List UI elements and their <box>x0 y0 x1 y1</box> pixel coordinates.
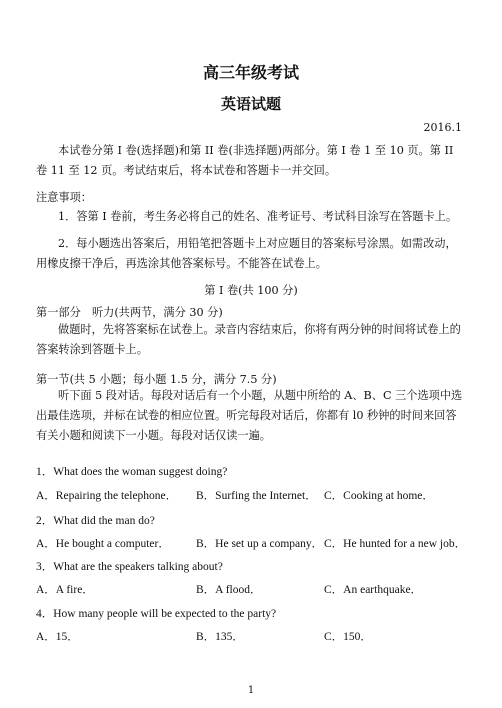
question-4: 4．How many people will be expected to the party? <box>36 608 277 620</box>
question-2-option-a: A．He bought a computer． <box>36 538 170 550</box>
question-3: 3．What are the speakers talking about? <box>36 561 223 573</box>
question-1-option-b: B．Surfing the Internet． <box>196 490 317 502</box>
exam-title: 高三年级考试 <box>202 63 299 82</box>
part1-instructions: 做题时，先将答案标在试卷上。录音内容结束后，你将有两分钟的时间将试卷上的答案转涂到答题卡上。 <box>36 323 461 356</box>
section1-heading: 第一节(共 5 小题；每小题 1.5 分，满分 7.5 分) <box>36 373 277 386</box>
notice-heading: 注意事项： <box>36 191 92 204</box>
page-number: 1 <box>247 685 255 696</box>
question-4-option-c: C．150． <box>324 631 372 643</box>
question-4-option-a: A．15． <box>36 631 79 643</box>
question-2: 2．What did the man do? <box>36 515 155 527</box>
question-2-option-b: B．He set up a company． <box>196 538 324 550</box>
part1-heading: 第一部分 听力(共两节，满分 30 分) <box>36 306 223 319</box>
question-1-option-a: A．Repairing the telephone． <box>36 490 178 502</box>
notice-item-2: 2．每小题选出答案后，用铅笔把答题卡上对应题目的答案标号涂黑。如需改动，用橡皮擦干净后，再选涂其他答案标号。不能答在试卷上。 <box>36 237 457 270</box>
question-3-option-c: C．An earthquake． <box>324 584 423 596</box>
question-2-option-c: C．He hunted for a new job． <box>324 538 467 550</box>
subject-title: 英语试题 <box>220 95 281 113</box>
question-3-option-a: A．A fire． <box>36 584 94 596</box>
question-3-option-b: B．A flood． <box>196 584 262 596</box>
question-1: 1．What does the woman suggest doing? <box>36 466 228 478</box>
intro-paragraph: 本试卷分第 I 卷(选择题)和第 II 卷(非选择题)两部分。第 I 卷 1 至 10 页。第 II 卷 11 至 12 页。考试结束后，将本试卷和答题卡一并交回。 <box>36 144 454 177</box>
question-1-option-c: C．Cooking at home． <box>324 490 434 502</box>
exam-date: 2016.1 <box>423 121 462 134</box>
volume-heading: 第 I 卷(共 100 分) <box>204 284 298 297</box>
question-4-option-b: B．135． <box>196 631 244 643</box>
notice-item-1: 1．答第 I 卷前，考生务必将自己的姓名、准考证号、考试科目涂写在答题卡上。 <box>58 210 458 223</box>
section1-instructions: 听下面 5 段对话。每段对话后有一个小题，从题中所给的 A、B、C 三个选项中选出最佳选项，并标在试卷的相应位置。听完每段对话后，你都有 l0 秒钟的时间来回答有关小题和阅读下一小题。每段对话仅读一遍。 <box>36 389 463 442</box>
